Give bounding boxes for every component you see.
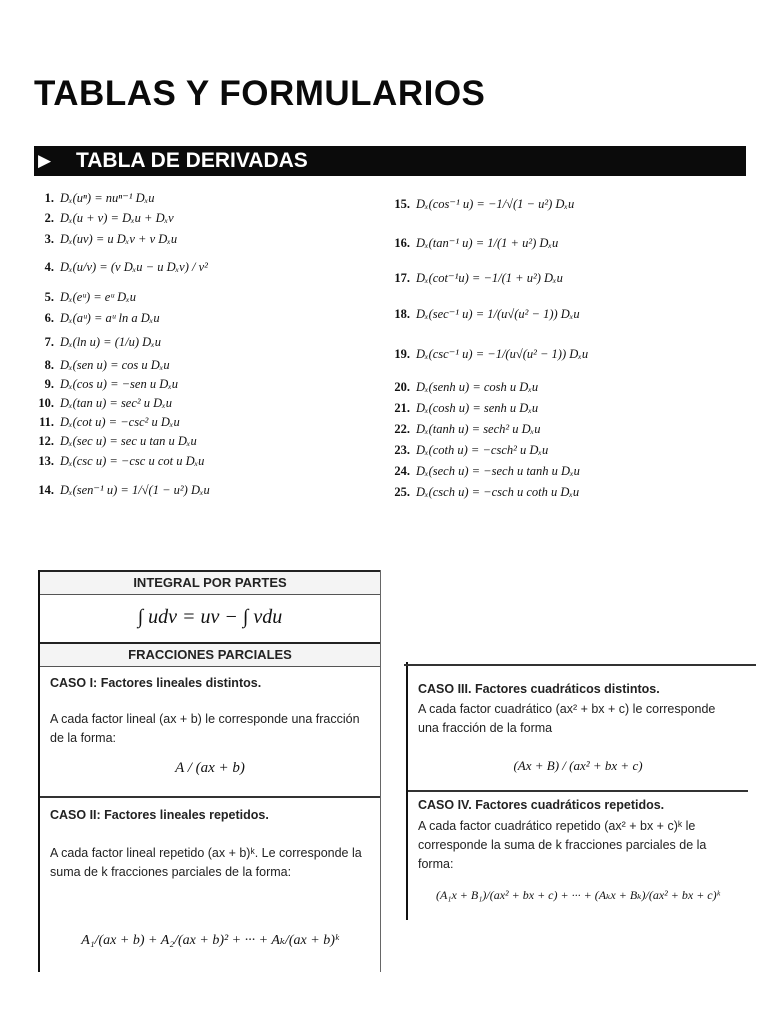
derivative-formula: 4. Dₓ(u/v) = (v Dₓu − u Dₓv) / v² — [44, 260, 208, 274]
triangle-right-icon: ▶ — [38, 151, 52, 170]
caso4-title: CASO IV. Factores cuadráticos repetidos. — [418, 798, 665, 812]
caso1-body: A cada factor lineal (ax + b) le corresponde una fracción de la forma: — [50, 712, 360, 745]
derivative-formula: 1. Dₓ(uⁿ) = nuⁿ⁻¹ Dₓu — [44, 190, 155, 205]
divider — [40, 796, 380, 798]
caso4-body: A cada factor cuadrático repetido (ax² + bx + c)ᵏ le corresponde la suma de k fracciones parciales de la forma: — [418, 819, 707, 871]
derivative-formula: 8. Dₓ(sen u) = cos u Dₓu — [44, 358, 170, 372]
derivative-formula: 23. Dₓ(coth u) = −csch² u Dₓu — [394, 443, 549, 457]
cropped-formula-strip — [404, 654, 756, 666]
fracciones-parciales-header: FRACCIONES PARCIALES — [40, 642, 380, 667]
derivative-formula: 7. Dₓ(ln u) = (1/u) Dₓu — [44, 335, 161, 349]
derivative-formula: 19. Dₓ(csc⁻¹ u) = −1/(u√(u² − 1)) Dₓu — [394, 346, 589, 361]
caso2-formula: A₁/(ax + b) + A₂/(ax + b)² + ··· + Aₖ/(ax + b)ᵏ — [81, 933, 339, 948]
derivative-formula: 5. Dₓ(eᵘ) = eᵘ Dₓu — [44, 290, 136, 304]
page-title: TABLAS Y FORMULARIOS — [34, 74, 486, 113]
derivative-formula: 2. Dₓ(u + v) = Dₓu + Dₓv — [44, 211, 174, 225]
caso2-title: CASO II: Factores lineales repetidos. — [50, 808, 269, 822]
derivative-formula: 21. Dₓ(cosh u) = senh u Dₓu — [394, 401, 539, 415]
caso1-formula: A / (ax + b) — [175, 760, 245, 776]
derivative-formula: 9. Dₓ(cos u) = −sen u Dₓu — [44, 377, 179, 391]
derivative-formula: 14. Dₓ(sen⁻¹ u) = 1/√(1 − u²) Dₓu — [38, 482, 210, 497]
section-header-derivadas — [34, 146, 746, 176]
caso3-title: CASO III. Factores cuadráticos distintos. — [418, 682, 660, 696]
caso2-body: A cada factor lineal repetido (ax + b)ᵏ. Le corresponde la suma de k fracciones parciales de la forma: — [50, 846, 362, 879]
derivative-formula: 16. Dₓ(tan⁻¹ u) = 1/(1 + u²) Dₓu — [394, 235, 559, 250]
integrals-panel-right — [406, 662, 748, 920]
derivative-formula: 22. Dₓ(tanh u) = sech² u Dₓu — [394, 422, 541, 436]
derivatives-left-column — [34, 180, 390, 518]
derivative-formula: 15. Dₓ(cos⁻¹ u) = −1/√(1 − u²) Dₓu — [394, 196, 575, 211]
caso3-formula: (Ax + B) / (ax² + bx + c) — [513, 758, 643, 773]
derivative-formula: 18. Dₓ(sec⁻¹ u) = 1/(u√(u² − 1)) Dₓu — [394, 306, 580, 321]
derivative-formula: 6. Dₓ(aᵘ) = aᵘ ln a Dₓu — [44, 311, 160, 325]
derivative-formula: 10. Dₓ(tan u) = sec² u Dₓu — [38, 396, 172, 410]
derivative-formula: 3. Dₓ(uv) = u Dₓv + v Dₓu — [44, 232, 178, 246]
derivative-formula: 12. Dₓ(sec u) = sec u tan u Dₓu — [38, 434, 197, 448]
caso3-body: A cada factor cuadrático (ax² + bx + c) le corresponde una fracción de la forma — [418, 702, 716, 735]
caso1-title: CASO I: Factores lineales distintos. — [50, 676, 262, 690]
derivative-formula: 20. Dₓ(senh u) = cosh u Dₓu — [394, 380, 539, 394]
derivative-formula: 25. Dₓ(csch u) = −csch u coth u Dₓu — [394, 485, 580, 499]
integral-por-partes-header: INTEGRAL POR PARTES — [40, 570, 380, 595]
derivatives-right-column — [390, 180, 746, 518]
caso4-formula: (A₁x + B₁)/(ax² + bx + c) + ··· + (Aₖx + Bₖ)/(ax² + bx + c)ᵏ — [435, 888, 720, 902]
divider — [408, 790, 748, 792]
integration-by-parts-formula: ∫ udv = uv − ∫ vdu — [137, 606, 283, 628]
derivative-formula: 11. Dₓ(cot u) = −csc² u Dₓu — [39, 415, 180, 429]
section-title: TABLA DE DERIVADAS — [76, 149, 308, 172]
integrals-panel-left — [38, 570, 381, 972]
derivative-formula: 13. Dₓ(csc u) = −csc u cot u Dₓu — [38, 454, 205, 468]
derivative-formula: 24. Dₓ(sech u) = −sech u tanh u Dₓu — [394, 464, 580, 478]
derivative-formula: 17. Dₓ(cot⁻¹u) = −1/(1 + u²) Dₓu — [394, 270, 563, 285]
